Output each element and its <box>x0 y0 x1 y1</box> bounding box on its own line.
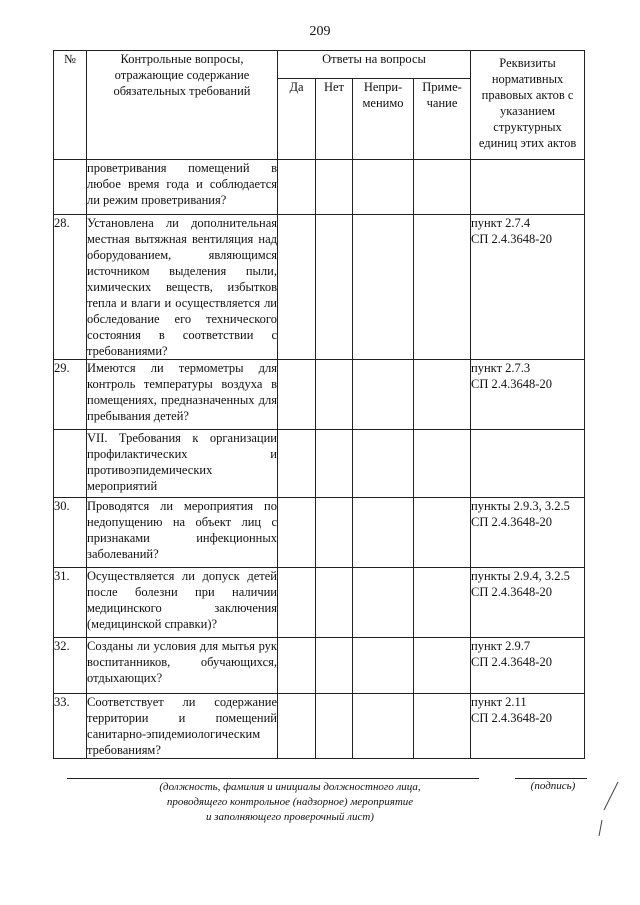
requisite-act: СП 2.4.3648-20 <box>471 515 552 529</box>
answer-note-cell <box>414 360 471 430</box>
answer-note-cell <box>414 215 471 360</box>
table-row <box>54 638 585 694</box>
question-cell: Установлена ли дополнительная местная вытяжная вентиляция над оборудованием, являющимся источником выделения пыли, химических веществ, избытков тепла и влаги и осуществляется ли обследование его технического состояния в соответствии с требованиями? <box>87 216 277 358</box>
question-cell: проветривания помещений в любое время года и соблюдается ли режим проветривания? <box>87 160 278 215</box>
requisites-cell <box>471 498 585 568</box>
answer-yes-cell <box>278 430 316 498</box>
table-row <box>54 568 585 638</box>
header-not-applicable: Непри- менимо <box>353 78 414 160</box>
answer-note-cell <box>414 498 471 568</box>
answer-no-cell <box>316 430 353 498</box>
header-note: Приме- чание <box>414 78 471 160</box>
question-cell: Имеются ли термометры для контроль температуры воздуха в помещениях, предназначенных для пребывания детей? <box>87 360 278 430</box>
answer-no-cell <box>316 638 353 694</box>
table-row <box>54 160 585 215</box>
answer-no-cell <box>316 568 353 638</box>
question-cell: Осуществляется ли допуск детей после болезни при наличии медицинского заключения (медицинской справки)? <box>87 568 278 638</box>
row-number: 31. <box>54 568 87 638</box>
header-answers: Ответы на вопросы <box>278 51 471 79</box>
row-number: 29. <box>54 360 87 430</box>
answer-na-cell <box>353 694 414 759</box>
requisites-cell <box>471 215 585 360</box>
table-row <box>54 498 585 568</box>
question-cell: VII. Требования к организации профилактических и противоэпидемических мероприятий <box>87 430 278 498</box>
question-cell: Проводятся ли мероприятия по недопущению на объект лиц с признаками инфекционных заболеваний? <box>87 498 278 568</box>
checklist-table <box>53 50 585 759</box>
answer-na-cell <box>353 498 414 568</box>
question-cell: Созданы ли условия для мытья рук воспитанников, обучающихся, отдыхающих? <box>87 638 278 694</box>
requisites-cell <box>471 694 585 759</box>
answer-note-cell <box>414 694 471 759</box>
requisites-cell <box>471 638 585 694</box>
answer-yes-cell <box>278 638 316 694</box>
answer-na-cell <box>353 360 414 430</box>
answer-note-cell <box>414 160 471 215</box>
requisite-act: СП 2.4.3648-20 <box>471 377 552 391</box>
answer-na-cell <box>353 160 414 215</box>
answer-no-cell <box>316 215 353 360</box>
header-yes: Да <box>278 78 316 160</box>
answer-note-cell <box>414 430 471 498</box>
row-number: 30. <box>54 498 87 568</box>
table-row <box>54 215 585 360</box>
row-number: 33. <box>54 694 87 759</box>
answer-no-cell <box>316 694 353 759</box>
answer-no-cell <box>316 360 353 430</box>
header-questions: Контрольные вопросы, отражающие содержание обязательных требований <box>87 51 278 160</box>
header-requisites: Реквизиты нормативных правовых актов с указанием структурных единиц этих актов <box>471 51 585 160</box>
answer-na-cell <box>353 568 414 638</box>
row-number <box>54 160 87 215</box>
answer-na-cell <box>353 638 414 694</box>
requisites-cell <box>471 430 585 498</box>
answer-no-cell <box>316 160 353 215</box>
answer-note-cell <box>414 638 471 694</box>
row-number: 32. <box>54 638 87 694</box>
requisite-clause: пункты 2.9.4, 3.2.5 <box>471 569 570 583</box>
requisite-act: СП 2.4.3648-20 <box>471 655 552 669</box>
answer-yes-cell <box>278 568 316 638</box>
header-num: № <box>54 51 87 160</box>
answer-na-cell <box>353 430 414 498</box>
answer-yes-cell <box>278 360 316 430</box>
answer-no-cell <box>316 498 353 568</box>
page-number: 209 <box>309 24 331 39</box>
question-cell: Соответствует ли содержание территории и помещений санитарно-эпидемиологическим требованиям? <box>87 695 277 757</box>
answer-yes-cell <box>278 498 316 568</box>
requisite-act: СП 2.4.3648-20 <box>471 711 552 725</box>
pen-mark <box>596 780 626 840</box>
requisite-act: СП 2.4.3648-20 <box>471 232 552 246</box>
row-number <box>54 430 87 498</box>
requisite-clause: пункты 2.9.3, 3.2.5 <box>471 499 570 513</box>
signature-caption: (подпись) <box>530 780 576 792</box>
row-number: 28. <box>54 215 87 360</box>
requisites-cell <box>471 160 585 215</box>
requisite-clause: пункт 2.7.4 <box>471 216 531 230</box>
official-line <box>67 778 479 779</box>
requisite-clause: пункт 2.11 <box>471 695 527 709</box>
answer-yes-cell <box>278 694 316 759</box>
section-row <box>54 430 585 498</box>
official-caption: (должность, фамилия и инициалы должностного лица, проводящего контрольное (надзорное) мероприятие и заполняющего проверочный лист) <box>159 781 421 823</box>
requisites-cell <box>471 568 585 638</box>
signature-line <box>515 778 587 779</box>
requisites-cell <box>471 360 585 430</box>
requisite-clause: пункт 2.9.7 <box>471 639 531 653</box>
answer-yes-cell <box>278 160 316 215</box>
requisite-act: СП 2.4.3648-20 <box>471 585 552 599</box>
requisite-clause: пункт 2.7.3 <box>471 361 531 375</box>
table-row <box>54 694 585 759</box>
header-no: Нет <box>316 78 353 160</box>
answer-na-cell <box>353 215 414 360</box>
answer-yes-cell <box>278 215 316 360</box>
answer-note-cell <box>414 568 471 638</box>
table-row <box>54 360 585 430</box>
